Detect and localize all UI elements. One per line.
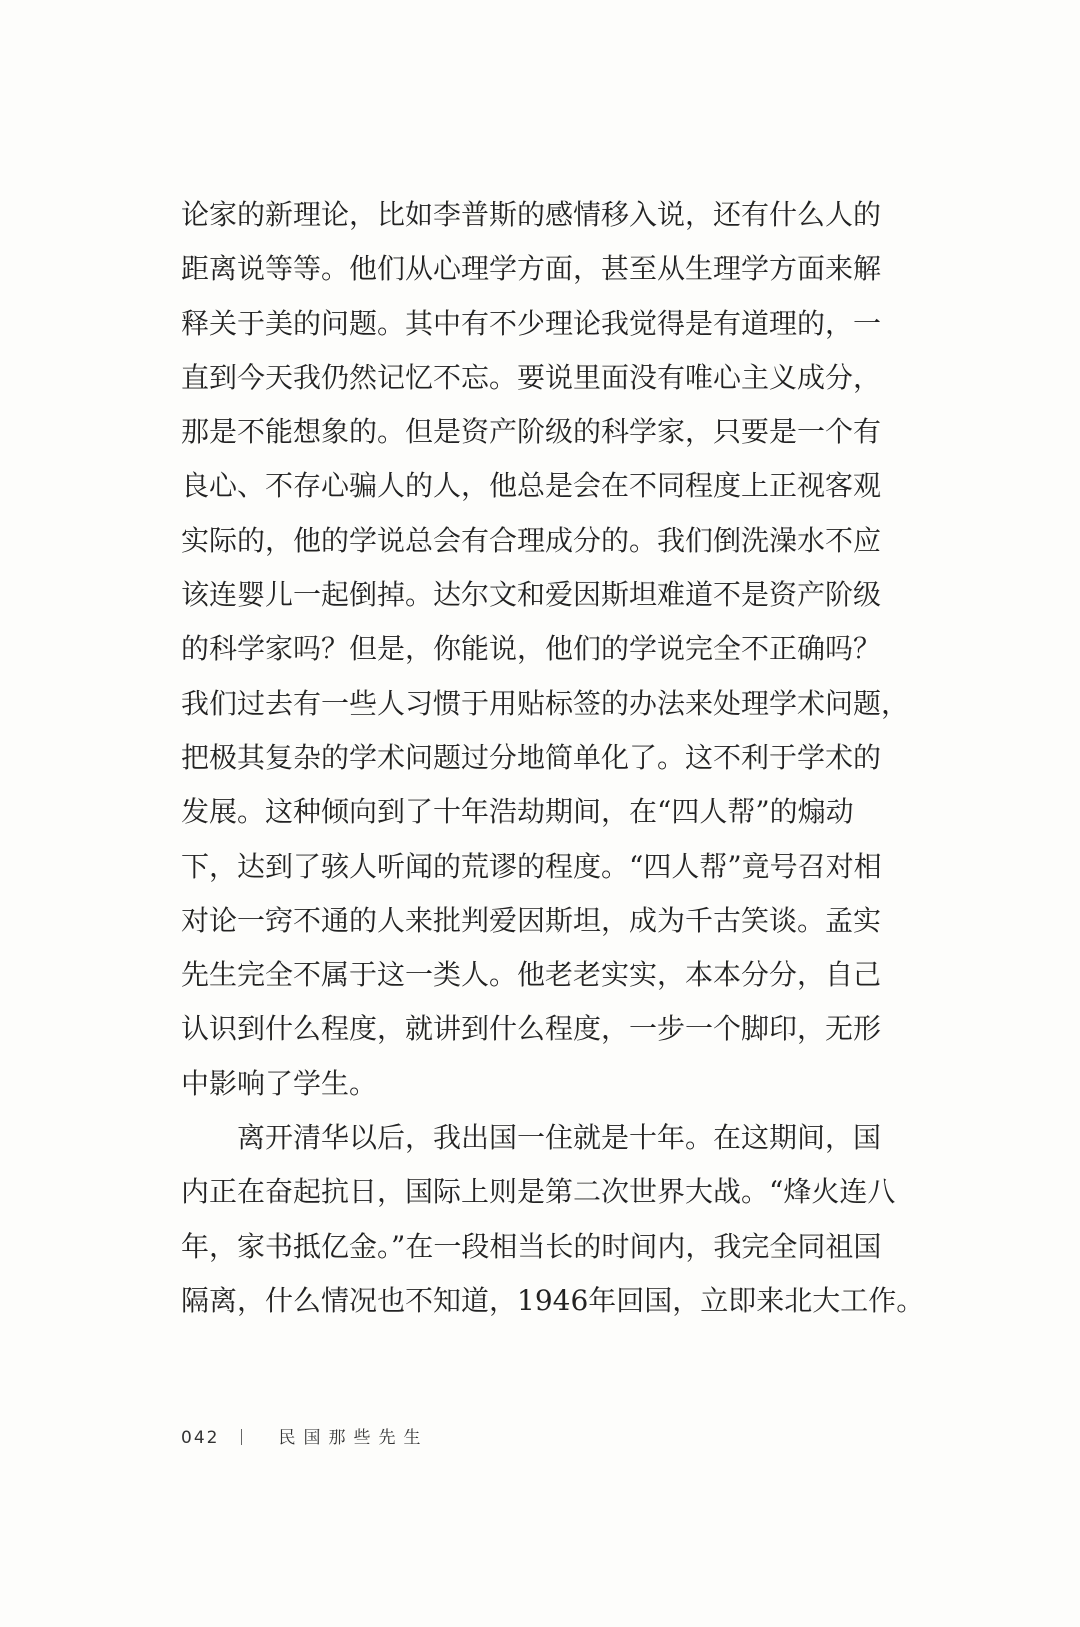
text-line: 论家的新理论，比如李普斯的感情移入说，还有什么人的 [181, 198, 882, 231]
text-line: 隔离，什么情况也不知道，1946年回国，立即来北大工作。 [181, 1283, 925, 1317]
text-line: 直到今天我仍然记忆不忘。要说里面没有唯心主义成分， [181, 360, 882, 394]
text-line: 中影响了学生。 [181, 1066, 378, 1100]
page-number: 042 [181, 1428, 220, 1448]
page-footer [181, 1423, 428, 1453]
footer-divider [241, 1429, 242, 1445]
book-title: 民国那些先生 [278, 1428, 429, 1448]
text-line: 把极其复杂的学术问题过分地简单化了。这不利于学术的 [181, 740, 882, 774]
text-line: 先生完全不属于这一类人。他老老实实，本本分分，自己 [181, 958, 882, 992]
text-line: 对论一窍不通的人来批判爱因斯坦，成为千古笑谈。孟实 [181, 903, 882, 937]
text-line: 释关于美的问题。其中有不少理论我觉得是有道理的，一 [181, 306, 882, 340]
text-line: 那是不能想象的。但是资产阶级的科学家，只要是一个有 [181, 415, 882, 449]
text-line: 的科学家吗？但是，你能说，他们的学说完全不正确吗？ [181, 632, 882, 666]
text-line: 我们过去有一些人习惯于用贴标签的办法来处理学术问题， [181, 686, 910, 720]
text-line: 内正在奋起抗日，国际上则是第二次世界大战。“烽火连八 [181, 1175, 896, 1209]
text-line: 下，达到了骇人听闻的荒谬的程度。“四人帮”竟号召对相 [181, 849, 882, 883]
body-text [181, 188, 925, 1328]
paragraph-start-line: 离开清华以后，我出国一住就是十年。在这期间，国 [237, 1121, 882, 1155]
text-line: 认识到什么程度，就讲到什么程度，一步一个脚印，无形 [181, 1012, 882, 1046]
text-line: 实际的，他的学说总会有合理成分的。我们倒洗澡水不应 [181, 523, 882, 557]
text-line: 良心、不存心骗人的人，他总是会在不同程度上正视客观 [181, 469, 882, 503]
text-line: 发展。这种倾向到了十年浩劫期间，在“四人帮”的煽动 [181, 795, 854, 829]
text-line: 距离说等等。他们从心理学方面，甚至从生理学方面来解 [181, 252, 882, 286]
text-line: 年，家书抵亿金。”在一段相当长的时间内，我完全同祖国 [181, 1229, 882, 1263]
text-line: 该连婴儿一起倒掉。达尔文和爱因斯坦难道不是资产阶级 [181, 578, 882, 612]
